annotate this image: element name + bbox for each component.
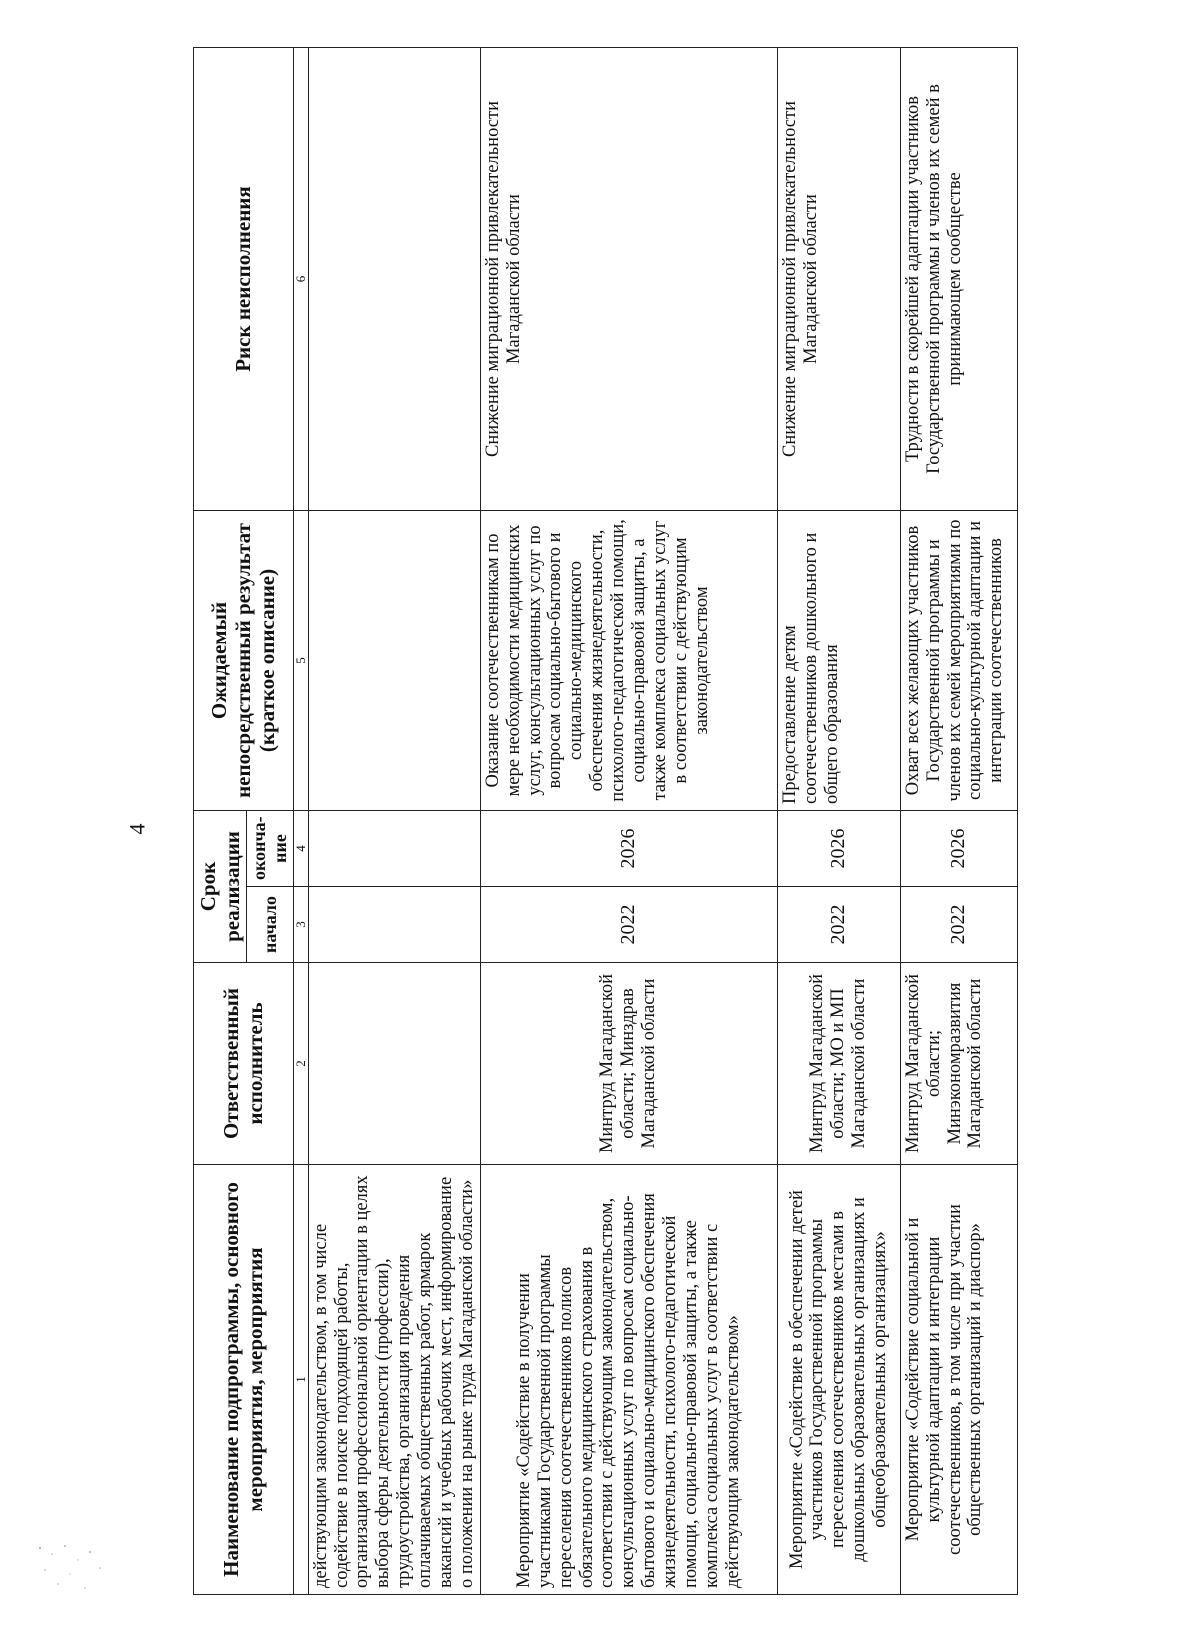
cell-result — [308, 511, 480, 811]
cell-start — [308, 887, 480, 963]
cell-start: 2022 — [900, 887, 1017, 963]
cell-result: Оказание соотечественникам по мере необходимости медицинских услуг, консультационных услуг по вопросам социально-бытового и социально-медицинского обеспечения жизнедеятельности, психолого-педагогической помощи, социально-правовой защиты, а также комплекса социальных услуг в соответствии с действующим законодательством — [480, 511, 777, 811]
cell-end: 2026 — [480, 811, 777, 887]
cell-risk: Трудности в скорейшей адаптации участников Государственной программы и членов их семей в принимающем сообществе — [900, 48, 1017, 511]
cell-name: Мероприятие «Содействие социальной и культурной адаптации и интеграции соотечественников, в том числе при участии общественных организаций и диаспор» — [900, 1165, 1017, 1595]
cell-name: Мероприятие «Содействие в обеспечении детей участников Государственной программы переселения соотечественников местами в дошкольных образовательных организациях и общеобразовательных организациях» — [777, 1165, 900, 1595]
header-end: оконча-ние — [247, 811, 293, 887]
header-row-1 — [194, 48, 247, 1595]
col-number: 4 — [293, 811, 308, 887]
table-row — [777, 48, 900, 1595]
col-number: 5 — [293, 511, 308, 811]
scan-noise-marks — [30, 1540, 120, 1600]
program-measures-table — [193, 47, 1018, 1595]
col-number: 3 — [293, 887, 308, 963]
table-row — [308, 48, 480, 1595]
page-number: 4 — [124, 823, 150, 835]
cell-risk: Снижение миграционной привлекательности Магаданской области — [777, 48, 900, 511]
col-number: 6 — [293, 48, 308, 511]
rotated-table-container — [193, 48, 1200, 1595]
header-risk: Риск неисполнения — [194, 48, 294, 511]
cell-result: Охват всех желающих участников Государственной программы и членов их семей мероприятиями по социально-культурной адаптации и интеграции соотечественников — [900, 511, 1017, 811]
cell-risk — [308, 48, 480, 511]
cell-executor: Минтруд Магаданской области; МО и МП Магаданской области — [777, 963, 900, 1165]
header-result: Ожидаемый непосредственный результат (краткое описание) — [194, 511, 294, 811]
cell-start: 2022 — [480, 887, 777, 963]
cell-result: Предоставление детям соотечественников дошкольного и общего образования — [777, 511, 900, 811]
table-row — [480, 48, 777, 1595]
cell-executor: Минтруд Магаданской области; Минэкономразвития Магаданской области — [900, 963, 1017, 1165]
cell-executor: Минтруд Магаданской области; Минздрав Магаданской области — [480, 963, 777, 1165]
header-name: Наименование подпрограммы, основного мероприятия, мероприятия — [194, 1165, 294, 1595]
header-start: начало — [247, 887, 293, 963]
table-row — [900, 48, 1017, 1595]
cell-end: 2026 — [900, 811, 1017, 887]
cell-end: 2026 — [777, 811, 900, 887]
col-number: 1 — [293, 1165, 308, 1595]
cell-name: действующим законодательством, в том числе содействие в поиске подходящей работы, организация профессиональной ориентации в целях выбора сферы деятельности (профессии), трудоустройства, организация проведения оплачиваемых общественных работ, ярмарок вакансий и учебных рабочих мест, информирование о положении на рынке труда Магаданской области» — [308, 1165, 480, 1595]
header-executor: Ответственный исполнитель — [194, 963, 294, 1165]
cell-name: Мероприятие «Содействие в получении участниками Государственной программы переселения соотечественников полисов обязательного медицинского страхования в соответствии с действующим законодательством, консультационных услуг по вопросам социально-бытового и социально-медицинского обеспечения жизнедеятельности, психолого-педагогической помощи, социально-правовой защиты, а также комплекса социальных услуг в соответствии с действующим законодательством» — [480, 1165, 777, 1595]
header-term: Срок реализации — [194, 811, 247, 963]
cell-start: 2022 — [777, 887, 900, 963]
cell-executor — [308, 963, 480, 1165]
cell-end — [308, 811, 480, 887]
column-numbers-row — [293, 48, 308, 1595]
cell-risk: Снижение миграционной привлекательности Магаданской области — [480, 48, 777, 511]
col-number: 2 — [293, 963, 308, 1165]
